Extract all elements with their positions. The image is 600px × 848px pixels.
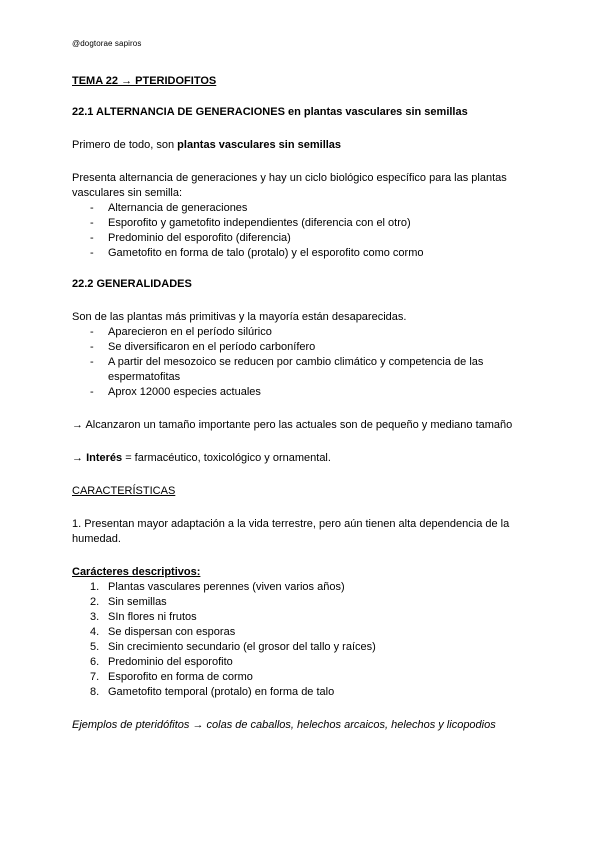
intro-paragraph <box>72 138 532 153</box>
list-item: 1. Plantas vasculares perennes (viven varios años) <box>90 581 345 593</box>
alternancia-list <box>72 201 532 261</box>
list-item-text: Esporofito y gametofito independientes (diferencia con el otro) <box>108 217 411 229</box>
list-item: 6. Predominio del esporofito <box>90 656 233 668</box>
author-tag: @dogtorae sapiros <box>72 39 142 48</box>
list-item: 8. Gametofito temporal (protalo) en forma de talo <box>90 686 335 698</box>
list-item-text: Gametofito en forma de talo (protalo) y el esporofito como cormo <box>108 247 424 259</box>
section-heading-generalidades: 22.2 GENERALIDADES <box>72 278 192 290</box>
list-item-text: Sin crecimiento secundario (el grosor del tallo y raíces) <box>108 641 376 653</box>
intro-text: Primero de todo, son <box>72 139 178 151</box>
list-item-text: Alternancia de generaciones <box>108 202 248 214</box>
list-item: 2. Sin semillas <box>90 596 167 608</box>
section-heading-rest: en plantas vasculares sin semillas <box>284 106 468 118</box>
interest-note <box>72 451 532 466</box>
list-item-text: Sin semillas <box>108 596 167 608</box>
intro-bold: plantas vasculares sin semillas <box>177 139 342 151</box>
list-item-text: Predominio del esporofito (diferencia) <box>108 232 291 244</box>
list-item: - Alternancia de generaciones <box>90 202 248 214</box>
list-item: - Gametofito en forma de talo (protalo) y el esporofito como cormo <box>90 247 424 259</box>
list-item: - Predominio del esporofito (diferencia) <box>90 232 291 244</box>
interest-rest: = farmacéutico, toxicológico y ornamental. <box>122 452 331 464</box>
document-body <box>72 74 532 733</box>
list-item: - Se diversificaron en el período carbonífero <box>90 341 316 353</box>
list-item: - A partir del mesozoico se reducen por cambio climático y competencia de las espermatofitas <box>90 356 484 383</box>
page-title: TEMA 22 → PTERIDOFITOS <box>72 75 217 87</box>
list-item-text: Aprox 12000 especies actuales <box>108 386 261 398</box>
size-note: → Alcanzaron un tamaño importante pero las actuales son de pequeño y mediano tamaño <box>72 419 513 431</box>
list-item: 3. SIn flores ni frutos <box>90 611 197 623</box>
alternancia-paragraph: Presenta alternancia de generaciones y hay un ciclo biológico específico para las plantas vasculares sin semilla: <box>72 172 507 199</box>
caracteres-heading: Carácteres descriptivos: <box>72 566 201 578</box>
list-item: - Aparecieron en el período silúrico <box>90 326 272 338</box>
list-item: 4. Se dispersan con esporas <box>90 626 236 638</box>
list-item: - Esporofito y gametofito independientes (diferencia con el otro) <box>90 217 411 229</box>
list-item-text: Se diversificaron en el período carbonífero <box>108 341 316 353</box>
caracteristicas-point-1: 1. Presentan mayor adaptación a la vida terrestre, pero aún tienen alta dependencia de la humedad. <box>72 518 510 545</box>
interest-bold: Interés <box>86 452 123 464</box>
list-item: - Aprox 12000 especies actuales <box>90 386 261 398</box>
list-item-text: Se dispersan con esporas <box>108 626 236 638</box>
section-heading-alternancia <box>72 105 532 120</box>
generalidades-paragraph: Son de las plantas más primitivas y la mayoría están desaparecidas. <box>72 311 407 323</box>
list-item-text: Esporofito en forma de cormo <box>108 671 253 683</box>
interest-arrow: → <box>72 452 87 464</box>
list-item-text: A partir del mesozoico se reducen por cambio climático y competencia de las espermatofitas <box>108 356 484 383</box>
list-item: 5. Sin crecimiento secundario (el grosor del tallo y raíces) <box>90 641 376 653</box>
list-item-text: Gametofito temporal (protalo) en forma de talo <box>108 686 335 698</box>
list-item-text: Aparecieron en el período silúrico <box>108 326 272 338</box>
generalidades-list <box>72 325 532 400</box>
caracteristicas-heading: CARACTERÍSTICAS <box>72 485 176 497</box>
caracteres-list <box>72 580 532 700</box>
list-item: 7. Esporofito en forma de cormo <box>90 671 253 683</box>
list-item-text: Plantas vasculares perennes (viven varios años) <box>108 581 345 593</box>
list-item-text: SIn flores ni frutos <box>108 611 197 623</box>
list-item-text: Predominio del esporofito <box>108 656 233 668</box>
section-heading-bold: 22.1 ALTERNANCIA DE GENERACIONES <box>72 106 285 118</box>
examples-note: Ejemplos de pteridófitos → colas de caballos, helechos arcaicos, helechos y licopodios <box>72 719 496 731</box>
